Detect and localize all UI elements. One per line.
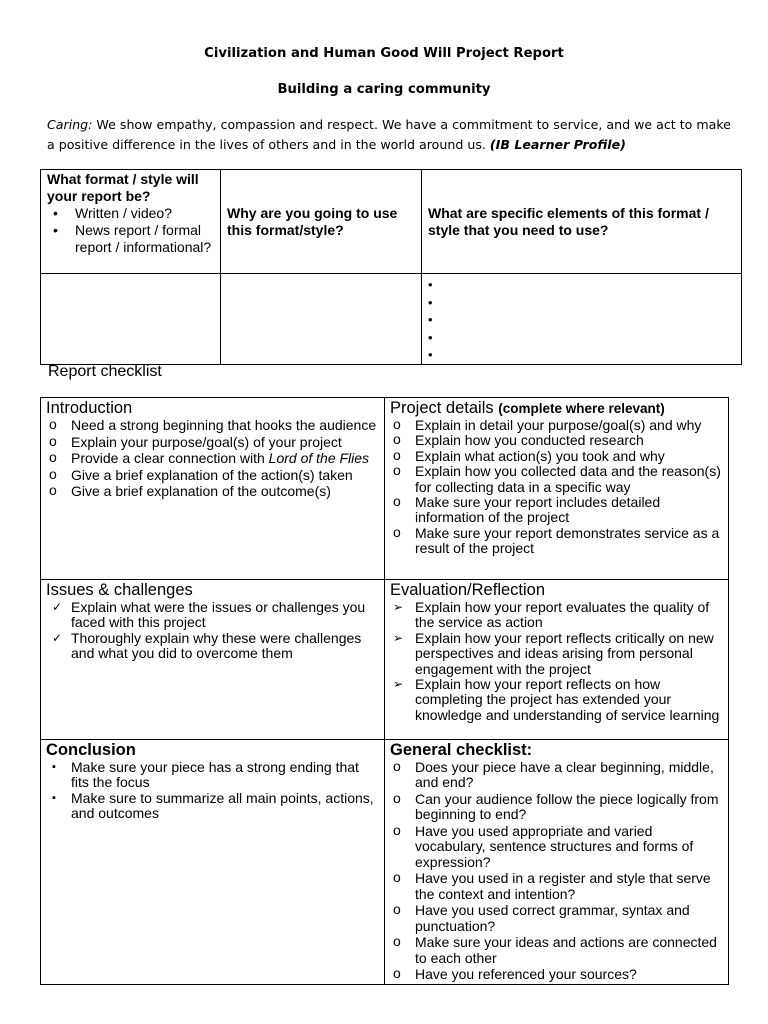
list-item: o Make sure your report demonstrates service as a result of the project	[390, 526, 724, 557]
caring-label: Caring:	[47, 117, 93, 132]
format-options	[47, 205, 216, 256]
caring-definition	[47, 115, 737, 155]
book-title: Lord of the Flies	[268, 450, 370, 467]
bullet-item[interactable]	[422, 276, 741, 294]
list-item: o Give a brief explanation of the outcome(s)	[46, 484, 380, 499]
list-item: o Does your piece have a clear beginning, middle, and end?	[390, 760, 724, 791]
list-item: o Need a strong beginning that hooks the audience	[46, 418, 380, 433]
elements-answer-cell[interactable]	[422, 274, 742, 365]
general-checklist-cell	[385, 740, 729, 985]
list-item: o Have you used in a register and style that serve the context and intention?	[390, 871, 724, 902]
elements-bullet-list	[422, 274, 741, 364]
issues-list	[46, 600, 380, 662]
issues-heading: Issues & challenges	[46, 581, 193, 599]
format-option: • News report / formal report / informational?	[47, 222, 216, 256]
elements-heading: What are specific elements of this format / style that you need to use?	[428, 204, 709, 238]
report-checklist-title: Report checklist	[48, 363, 162, 380]
list-item: o Explain how you collected data and the reason(s) for collecting data in a specific way	[390, 464, 724, 495]
conclusion-list	[46, 760, 380, 822]
bullet-item[interactable]	[422, 329, 741, 347]
list-item: o Have you referenced your sources?	[390, 967, 724, 982]
bullet-item[interactable]	[422, 346, 741, 364]
list-item: ➢ Explain how your report evaluates the quality of the service as action	[390, 600, 724, 631]
issues-cell	[41, 580, 385, 740]
format-question-cell	[41, 170, 221, 274]
bullet-item[interactable]	[422, 311, 741, 329]
list-item: o Give a brief explanation of the action(s) taken	[46, 468, 380, 483]
list-item: ✓ Explain what were the issues or challenges you faced with this project	[46, 600, 380, 631]
document-subtitle: Building a caring community	[277, 82, 491, 97]
list-item: ✓ Thoroughly explain why these were challenges and what you did to overcome them	[46, 631, 380, 662]
list-item: o Explain your purpose/goal(s) of your project	[46, 435, 380, 450]
checklist-table	[40, 397, 729, 985]
caring-source: (IB Learner Profile)	[489, 137, 626, 152]
project-details-heading: Project details (complete where relevant)	[390, 399, 665, 417]
evaluation-heading: Evaluation/Reflection	[390, 581, 546, 599]
elements-cell	[422, 170, 742, 274]
list-item: o Make sure your report includes detailed information of the project	[390, 495, 724, 526]
evaluation-list	[390, 600, 724, 723]
project-details-list	[390, 418, 724, 557]
introduction-cell	[41, 398, 385, 580]
evaluation-cell	[385, 580, 729, 740]
list-item: ➢ Explain how your report reflects critically on new perspectives and ideas arising from personal engagement with the project	[390, 631, 724, 677]
list-item: o Explain how you conducted research	[390, 433, 724, 448]
list-item: o Explain what action(s) you took and why	[390, 449, 724, 464]
why-answer-cell[interactable]	[221, 274, 422, 365]
list-item: o Explain in detail your purpose/goal(s) and why	[390, 418, 724, 433]
why-format-heading: Why are you going to use this format/style?	[227, 204, 398, 238]
project-details-cell	[385, 398, 729, 580]
list-item: ▪ Make sure your piece has a strong ending that fits the focus	[46, 760, 380, 791]
conclusion-heading: Conclusion	[46, 741, 136, 759]
list-item: o Have you used correct grammar, syntax and punctuation?	[390, 903, 724, 934]
why-format-cell	[221, 170, 422, 274]
bullet-item[interactable]	[422, 294, 741, 312]
list-item: o Make sure your ideas and actions are connected to each other	[390, 935, 724, 966]
project-details-note: (complete where relevant)	[498, 401, 665, 416]
list-item: ▪ Make sure to summarize all main points, actions, and outcomes	[46, 791, 380, 822]
list-item: o Provide a clear connection with Lord of the Flies	[46, 451, 380, 466]
document-title: Civilization and Human Good Will Project Report	[204, 46, 564, 61]
introduction-heading: Introduction	[46, 399, 133, 417]
introduction-list	[46, 418, 380, 500]
format-answer-cell[interactable]	[41, 274, 221, 365]
caring-text: We show empathy, compassion and respect. We have a commitment to service, and we act to make a positive difference in the lives of others and in the world around us.	[47, 117, 731, 152]
format-question: What format / style will your report be?	[47, 171, 199, 204]
general-checklist-heading: General checklist:	[390, 741, 533, 759]
list-item: ➢ Explain how your report reflects on how completing the project has extended your knowledge and understanding of service learning	[390, 677, 724, 723]
list-item: o Can your audience follow the piece logically from beginning to end?	[390, 792, 724, 823]
format-table	[40, 169, 742, 365]
conclusion-cell	[41, 740, 385, 985]
format-option: • Written / video?	[47, 205, 216, 222]
general-checklist-list	[390, 760, 724, 983]
list-item: o Have you used appropriate and varied vocabulary, sentence structures and forms of expression?	[390, 824, 724, 870]
